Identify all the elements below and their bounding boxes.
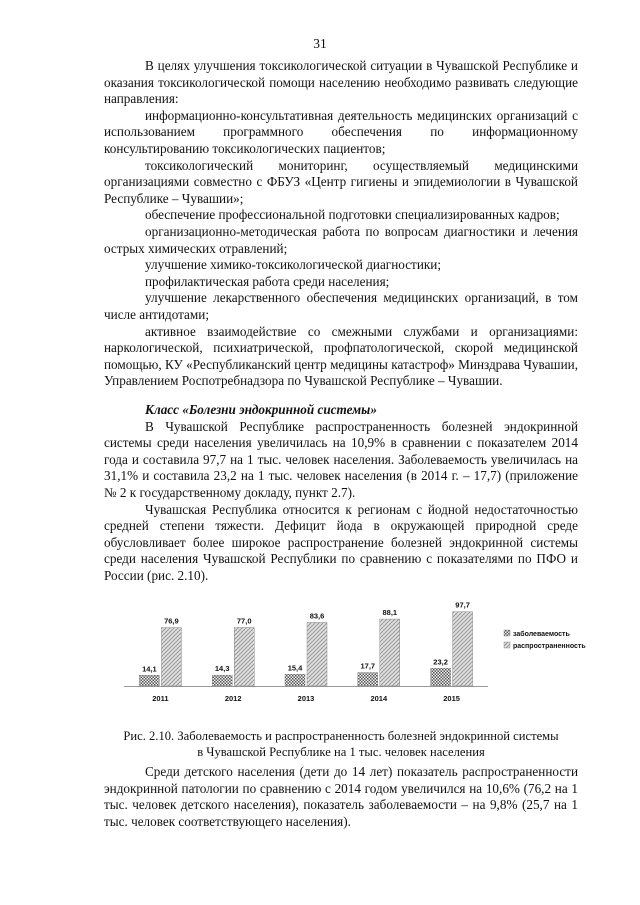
data-label-incidence-2014: 17,7 — [360, 661, 376, 671]
list-item: информационно-консультативная деятельность медицинских организаций с использованием программного обеспечения по информационному консультированию токсикологических пациентов; — [104, 107, 578, 156]
endocrine-section — [104, 402, 578, 585]
list-item: активное взаимодействие со смежными службами и организациями: наркологической, психиатрической, профпатологической, скорой медицинской помощью, КУ «Республиканский центр медицины катастроф» Минздрава Чувашии, Управлением Роспотребнадзора по Чувашской Республике – Чувашии. — [104, 323, 578, 389]
caption-line-2: в Чувашской Республике на 1 тыс. человек населения — [197, 744, 485, 759]
bar-prevalence-2015 — [453, 612, 473, 686]
x-tick-label-2013: 2013 — [297, 694, 315, 703]
bar-incidence-2014 — [358, 673, 378, 686]
caption-line-1: Рис. 2.10. Заболеваемость и распространенность болезней эндокринной системы — [123, 729, 559, 743]
paragraph: В Чувашской Республике распространенность болезней эндокринной системы среди населения увеличилась на 10,9% в сравнении с показателем 2014 года и составила 97,7 на 1 тыс. человек населения. Заболеваемость увеличилась на 31,1% и составила 23,2 на 1 тыс. человек населения (в 2014 г. – 17,7) (приложение № 2 к государственному докладу, пункт 2.7). — [104, 418, 578, 500]
paragraph: Чувашская Республика относится к регионам с йодной недостаточностью средней степени тяжести. Дефицит йода в окружающей природной среде обусловливает более широкое распространение болезней эндокринной системы среди населения Чувашской Республики по сравнению с показателями по ПФО и России (рис. 2.10). — [104, 501, 578, 583]
bar-prevalence-2012 — [234, 627, 254, 686]
data-label-incidence-2013: 15,4 — [287, 663, 303, 673]
data-label-prevalence-2011: 76,9 — [164, 616, 179, 626]
x-tick-label-2015: 2015 — [443, 694, 460, 703]
data-label-incidence-2015: 23,2 — [433, 657, 448, 667]
bar-prevalence-2013 — [307, 622, 327, 686]
bar-incidence-2015 — [431, 668, 451, 686]
list-item: обеспечение профессиональной подготовки специализированных кадров; — [145, 207, 560, 223]
data-label-incidence-2011: 14,1 — [142, 664, 157, 674]
bar-chart — [118, 600, 608, 720]
paragraph: Среди детского населения (дети до 14 лет) показатель распространенности эндокринной патологии по сравнению с 2014 годом увеличился на 10,6% (76,2 на 1 тыс. человек детского населения), показатель заболеваемости – на 9,8% (25,7 на 1 тыс. человек соответствующего населения). — [104, 764, 578, 829]
data-label-incidence-2012: 14,3 — [214, 664, 230, 674]
x-tick-label-2011: 2011 — [152, 694, 169, 703]
x-tick-label-2012: 2012 — [224, 694, 242, 703]
list-item: токсикологический мониторинг, осуществляемый медицинскими организациями совместно с ФБУЗ «Центр гигиены и эпидемиологии в Чувашской Республике – Чувашии»; — [104, 157, 578, 206]
legend-swatch-incidence — [504, 630, 510, 636]
data-label-prevalence-2013: 83,6 — [309, 611, 325, 621]
list-item: улучшение лекарственного обеспечения медицинских организаций, в том числе антидотами; — [104, 290, 578, 322]
children-section — [104, 764, 578, 830]
x-tick-label-2014: 2014 — [370, 694, 388, 703]
data-label-prevalence-2014: 88,1 — [382, 608, 398, 618]
data-label-prevalence-2015: 97,7 — [455, 600, 470, 610]
list-item: улучшение химико-токсикологической диагностики; — [145, 257, 442, 273]
list-item: организационно-методическая работа по вопросам диагностики и лечения острых химических отравлений; — [104, 223, 578, 256]
bar-incidence-2011 — [139, 675, 159, 686]
bar-prevalence-2014 — [380, 619, 400, 686]
page-number: 31 — [313, 36, 327, 51]
list-item: профилактическая работа среди населения; — [145, 273, 390, 289]
legend-label-prevalence: распространенность — [513, 643, 586, 650]
bar-incidence-2012 — [212, 675, 232, 686]
section-heading: Класс «Болезни эндокринной системы» — [145, 402, 377, 417]
recommendations-section — [104, 58, 578, 390]
bar-prevalence-2011 — [161, 628, 181, 686]
figure-caption — [104, 729, 578, 760]
data-label-prevalence-2012: 77,0 — [236, 616, 252, 626]
legend-label-incidence: заболеваемость — [513, 631, 570, 638]
bar-incidence-2013 — [285, 674, 305, 686]
paragraph-intro: В целях улучшения токсикологической ситуации в Чувашской Республике и оказания токсикологической помощи населению необходимо развивать следующие направления: — [104, 58, 578, 107]
legend-swatch-prevalence — [504, 642, 510, 648]
